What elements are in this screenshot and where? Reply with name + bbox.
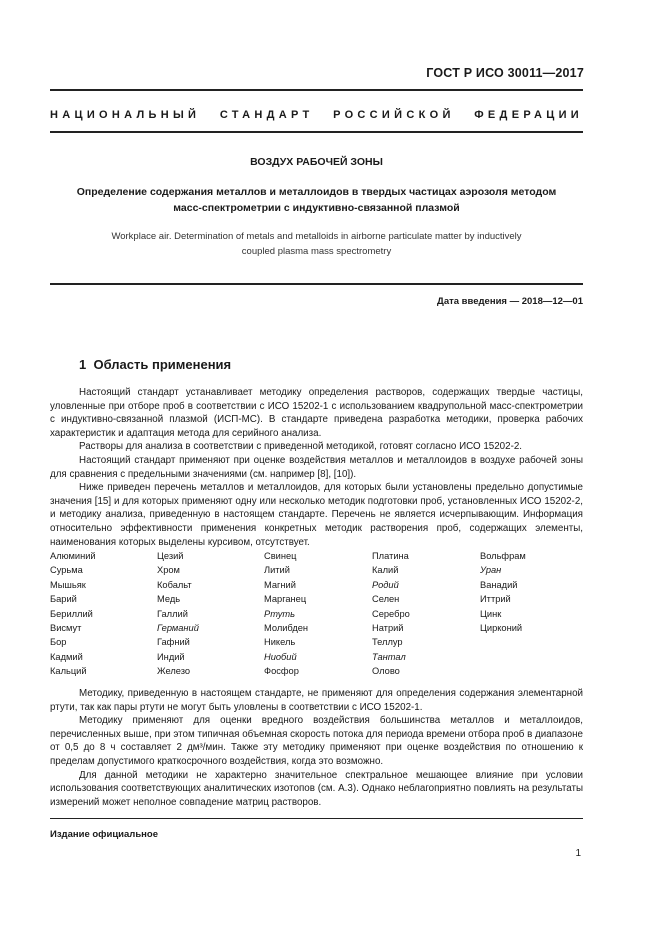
subtitle-line: Определение содержания металлов и металлоидов в твердых частицах аэрозоля методом <box>76 186 557 198</box>
scope-paragraphs-top <box>50 386 583 549</box>
paragraph: Для данной методики не характерно значительное спектральное мешающее влияние при условии использования соответствующих аналитических изотопов (см. А.3). Однако неблагоприятно повлиять на результаты измерений может неполное совпадение матриц растворов. <box>50 769 583 808</box>
element-item: Вольфрам <box>480 551 526 561</box>
element-item: Алюминий <box>50 551 96 561</box>
element-item: Иттрий <box>480 594 511 605</box>
element-item: Железо <box>157 666 191 677</box>
element-item: Кобальт <box>157 579 192 590</box>
element-item: Хром <box>157 565 180 576</box>
date-rule <box>50 283 583 285</box>
official-edition-note: Издание официальное <box>50 829 158 840</box>
paragraph: Методику, приведенную в настоящем стандарте, не применяют для определения содержания элементарной ртути, так как пары ртути не могут быть уловлены в соответствии с ИСО 15202-1. <box>50 688 583 713</box>
element-item: Цезий <box>157 551 184 561</box>
elements-list <box>50 549 590 679</box>
element-item: Барий <box>50 594 77 605</box>
element-item: Кальций <box>50 666 87 677</box>
paragraph: Методику применяют для оценки вредного воздействия большинства металлов и металлоидов, перечисленных выше, при этом типичная объемная скорость потока для периода времени отбора проб в диапазоне от 0,5 до 8 ч составляет 2 дм³/мин. Также эту методику применяют при оценке воздействия по отношению к пределам допустимого краткосрочного воздействия, когда это возможно. <box>50 715 583 767</box>
paragraph: Растворы для анализа в соответствии с приведенной методикой, готовят согласно ИСО 15202-2. <box>79 441 522 453</box>
paragraph: Ниже приведен перечень металлов и металлоидов, для которых были установлены предельно допустимые значения [15] и для которых применяют одну или несколько методик подготовки проб, установленных ИСО 15202-2, и методику анализа, приведенную в настоящем стандарте. Перечень не является исчерпывающим. Информация относительно эффективности применения конкретных методик растворения проб, содержащих элементы, наименования которых выделены курсивом, отсутствует. <box>50 482 583 548</box>
element-item: Олово <box>372 666 400 677</box>
element-item: Теллур <box>372 637 403 648</box>
paragraph: Настоящий стандарт устанавливает методику определения растворов, содержащих твердые частицы, уловленные при отборе проб в соответствии с ИСО 15202-1 с использованием квадрупольной масс-спектрометрии с индуктивно-связанной плазмой (ИСП-МС). В стандарте приведена разработка методики, проверка рабочих характеристик и адаптация метода для серийного анализа. <box>50 387 583 439</box>
footer-rule <box>50 818 583 819</box>
element-item: Бериллий <box>50 608 93 619</box>
element-item: Молибден <box>264 623 309 634</box>
document-subtitle <box>50 184 583 216</box>
scope-paragraphs-bottom <box>50 687 583 809</box>
element-item: Индий <box>157 651 185 662</box>
english-title-line: Workplace air. Determination of metals and metalloids in airborne particulate matter by inductively <box>111 231 522 242</box>
element-item: Цинк <box>480 608 502 619</box>
elements-column <box>157 549 264 679</box>
element-item: Галлий <box>157 608 188 619</box>
banner-rule <box>50 131 583 133</box>
paragraph: Настоящий стандарт применяют при оценке воздействия металлов и металлоидов в воздухе рабочей зоны для сравнения с предельными значениями (см. например [8], [10]). <box>50 454 583 480</box>
elements-column <box>50 549 157 679</box>
standard-banner: НАЦИОНАЛЬНЫЙ СТАНДАРТ РОССИЙСКОЙ ФЕДЕРАЦИИ <box>50 109 583 121</box>
elements-column <box>264 549 372 679</box>
element-item: Мышьяк <box>50 579 86 590</box>
element-item: Цирконий <box>480 623 523 634</box>
element-item: Магний <box>264 579 296 590</box>
elements-column <box>372 549 480 679</box>
section-heading <box>79 357 231 372</box>
element-item: Тантал <box>372 651 406 662</box>
element-item: Ванадий <box>480 579 518 590</box>
element-item: Натрий <box>372 623 404 634</box>
element-item: Свинец <box>264 551 297 561</box>
element-item: Гафний <box>157 637 190 648</box>
element-item: Германий <box>157 623 199 634</box>
element-item: Ртуть <box>264 608 296 619</box>
element-item: Медь <box>157 594 181 605</box>
element-item: Никель <box>264 637 296 648</box>
english-title <box>50 229 583 259</box>
element-item: Калий <box>372 565 399 576</box>
english-title-line: coupled plasma mass spectrometry <box>241 246 392 257</box>
page-number: 1 <box>575 848 581 859</box>
element-item: Фосфор <box>264 666 299 677</box>
element-item: Родий <box>372 579 399 590</box>
element-item: Платина <box>372 551 409 561</box>
element-item: Ниобий <box>264 651 297 662</box>
document-title: ВОЗДУХ РАБОЧЕЙ ЗОНЫ <box>250 156 383 168</box>
effective-date: Дата введения — 2018—12—01 <box>437 296 583 307</box>
section-title: Область применения <box>93 357 232 372</box>
subtitle-line: масс-спектрометрии с индуктивно-связанной плазмой <box>173 202 460 214</box>
element-item: Бор <box>50 637 67 648</box>
element-item: Селен <box>372 594 400 605</box>
element-item: Висмут <box>50 623 82 634</box>
element-item: Уран <box>480 565 502 576</box>
element-item: Сурьма <box>50 565 83 576</box>
element-item: Литий <box>264 565 290 576</box>
element-item: Серебро <box>372 608 410 619</box>
element-item: Марганец <box>264 594 307 605</box>
element-item: Кадмий <box>50 651 83 662</box>
document-code: ГОСТ Р ИСО 30011—2017 <box>426 66 584 80</box>
top-rule <box>50 89 583 91</box>
section-number: 1 <box>79 357 87 372</box>
elements-column <box>480 549 580 679</box>
